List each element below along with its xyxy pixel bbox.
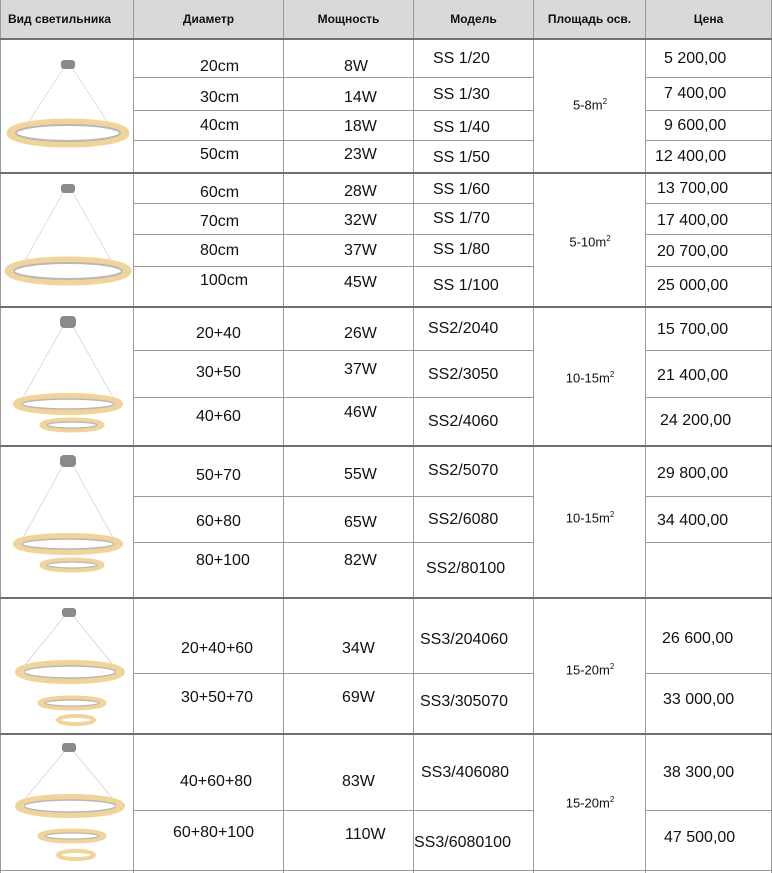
power-cell: 18W: [344, 118, 377, 135]
power-cell: 34W: [342, 640, 375, 657]
price-cell: 33 000,00: [663, 691, 735, 708]
model-cell: SS 1/100: [433, 277, 499, 294]
grid-line: [645, 810, 772, 811]
diameter-cell: 20+40: [196, 325, 241, 342]
diameter-cell: 40+60+80: [180, 773, 253, 790]
power-cell: 37W: [344, 242, 377, 259]
power-cell: 28W: [344, 183, 377, 200]
grid-line: [133, 496, 533, 497]
price-cell: 34 400,00: [657, 512, 729, 529]
grid-line: [413, 0, 414, 873]
grid-line: [133, 673, 533, 674]
diameter-cell: 100cm: [200, 272, 249, 289]
grid-line: [133, 542, 533, 543]
grid-line: [133, 397, 533, 398]
grid-line: [133, 140, 533, 141]
power-cell: 55W: [344, 466, 377, 483]
price-cell: 47 500,00: [664, 829, 736, 846]
power-cell: 37W: [344, 361, 377, 378]
grid-line: [283, 0, 284, 873]
diameter-cell: 60+80: [196, 513, 241, 530]
price-cell: 7 400,00: [664, 85, 727, 102]
triple-ring-pendant-lamp-icon: [0, 599, 133, 733]
grid-line: [645, 0, 646, 873]
model-cell: SS 1/20: [433, 50, 490, 67]
price-cell: 12 400,00: [655, 148, 727, 165]
power-cell: 46W: [344, 404, 377, 421]
model-cell: SS3/6080100: [414, 834, 511, 851]
diameter-cell: 30+50+70: [181, 689, 254, 706]
model-cell: SS 1/80: [433, 241, 490, 258]
diameter-cell: 30+50: [196, 364, 241, 381]
area-cell: $15-20m^2$: [565, 795, 615, 811]
grid-line: [645, 203, 772, 204]
header-model: Модель: [414, 0, 534, 38]
area-cell: $10-15m^2$: [565, 370, 615, 386]
model-cell: SS3/204060: [420, 631, 509, 648]
model-cell: SS3/406080: [421, 764, 510, 781]
diameter-cell: 60cm: [200, 184, 240, 201]
price-cell: 24 200,00: [660, 412, 732, 429]
power-cell: 83W: [342, 773, 375, 790]
grid-line: [133, 0, 134, 873]
power-cell: 8W: [344, 58, 368, 75]
grid-line: [645, 397, 772, 398]
double-ring-pendant-lamp-icon: [0, 447, 133, 597]
diameter-cell: 20+40+60: [181, 640, 254, 657]
price-cell: 5 200,00: [664, 50, 727, 67]
price-cell: 17 400,00: [657, 212, 729, 229]
grid-line: [645, 350, 772, 351]
model-cell: SS 1/50: [433, 149, 490, 166]
model-cell: SS 1/40: [433, 119, 490, 136]
power-cell: 69W: [342, 689, 375, 706]
power-cell: 23W: [344, 146, 377, 163]
model-cell: SS 1/30: [433, 86, 490, 103]
header-type: Вид светильника: [0, 0, 134, 38]
power-cell: 110W: [345, 826, 386, 843]
area-cell: $15-20m^2$: [565, 662, 615, 678]
price-cell: 38 300,00: [663, 764, 735, 781]
model-cell: SS 1/60: [433, 181, 490, 198]
grid-line: [645, 77, 772, 78]
grid-line: [645, 542, 772, 543]
header-area: Площадь осв.: [534, 0, 646, 38]
diameter-cell: 40+60: [196, 408, 241, 425]
grid-line: [0, 870, 772, 871]
diameter-cell: 20cm: [200, 58, 240, 75]
price-cell: 20 700,00: [657, 243, 729, 260]
grid-line: [133, 110, 533, 111]
price-cell: 9 600,00: [664, 117, 727, 134]
power-cell: 82W: [344, 552, 377, 569]
grid-line: [645, 496, 772, 497]
diameter-cell: 30cm: [200, 89, 240, 106]
model-cell: SS2/4060: [428, 413, 499, 430]
price-cell: 15 700,00: [657, 321, 729, 338]
grid-line: [133, 234, 533, 235]
price-cell: 26 600,00: [662, 630, 734, 647]
price-cell: 25 000,00: [657, 277, 729, 294]
grid-line: [645, 673, 772, 674]
header-price: Цена: [646, 0, 772, 38]
grid-line: [533, 0, 534, 873]
grid-line: [133, 350, 533, 351]
grid-line: [645, 140, 772, 141]
diameter-cell: 50+70: [196, 467, 241, 484]
price-cell: 21 400,00: [657, 367, 729, 384]
grid-line: [645, 266, 772, 267]
diameter-cell: 40cm: [200, 117, 240, 134]
diameter-cell: 80+100: [196, 552, 250, 569]
area-cell: $5-10m^2$: [569, 234, 611, 250]
grid-line: [645, 234, 772, 235]
diameter-cell: 50cm: [200, 146, 240, 163]
model-cell: SS2/5070: [428, 462, 499, 479]
diameter-cell: 80cm: [200, 242, 240, 259]
area-cell: $10-15m^2$: [565, 510, 615, 526]
single-ring-pendant-lamp-icon: [0, 174, 133, 306]
power-cell: 65W: [344, 514, 377, 531]
header-power: Мощность: [284, 0, 414, 38]
triple-ring-pendant-lamp-icon: [0, 735, 133, 870]
model-cell: SS2/6080: [428, 511, 499, 528]
grid-line: [133, 810, 533, 811]
power-cell: 32W: [344, 212, 377, 229]
area-cell: $5-8m^2$: [572, 97, 608, 113]
price-cell: 13 700,00: [657, 180, 729, 197]
model-cell: SS 1/70: [433, 210, 490, 227]
single-ring-pendant-lamp-icon: [0, 40, 133, 172]
power-cell: 14W: [344, 89, 377, 106]
grid-line: [133, 77, 533, 78]
grid-line: [133, 203, 533, 204]
model-cell: SS2/3050: [428, 366, 499, 383]
grid-line: [133, 266, 533, 267]
model-cell: SS2/2040: [428, 320, 499, 337]
model-cell: SS2/80100: [426, 560, 506, 577]
power-cell: 45W: [344, 274, 377, 291]
power-cell: 26W: [344, 325, 377, 342]
header-diameter: Диаметр: [134, 0, 284, 38]
diameter-cell: 60+80+100: [173, 824, 254, 841]
grid-line: [645, 110, 772, 111]
model-cell: SS3/305070: [420, 693, 509, 710]
diameter-cell: 70cm: [200, 213, 240, 230]
price-cell: 29 800,00: [657, 465, 729, 482]
double-ring-pendant-lamp-icon: [0, 308, 133, 445]
